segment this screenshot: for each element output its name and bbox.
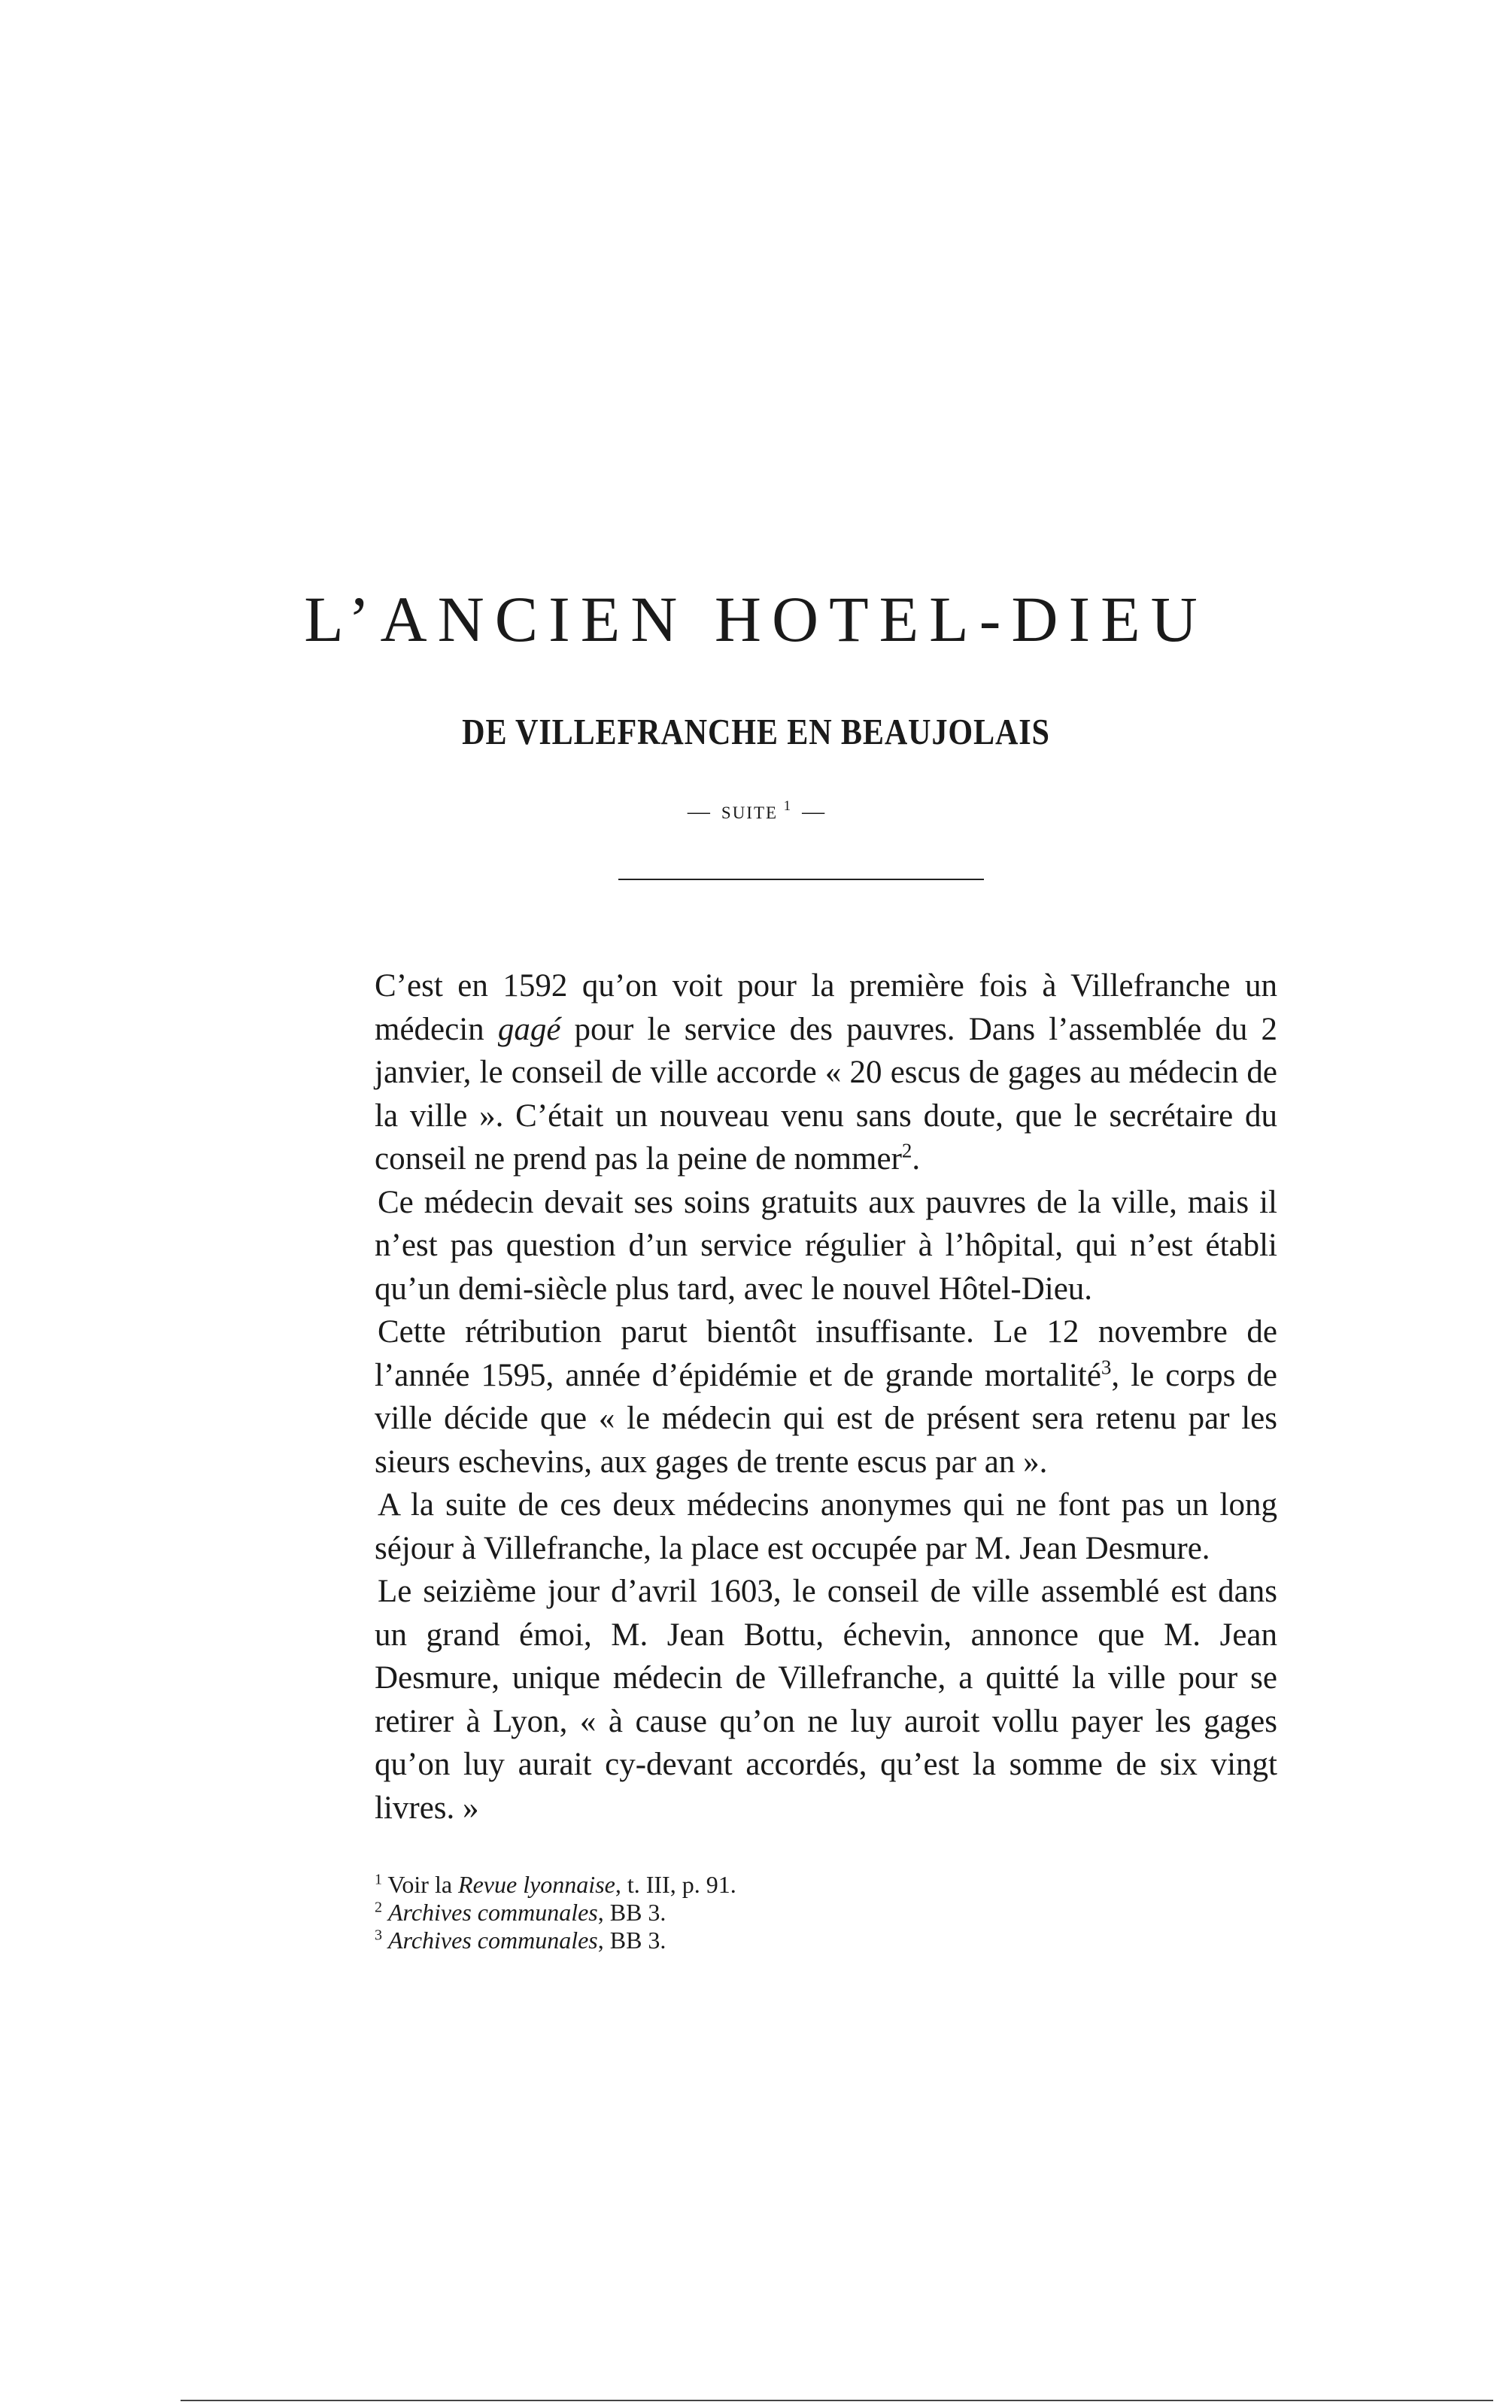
paragraph-1-text-c: . [912,1141,921,1177]
suite-text: SUITE [721,803,779,822]
paragraph-1-text-b: pour le service des pauvres. Dans l’assemblée du 2 janvier, le conseil de ville accorde « 20 escus de gages au médecin de la ville ». C’était un nouveau venu sans doute, que le secrétaire du conseil ne prend pas la peine de nommer [375,1011,1277,1177]
paragraph-3 [375,1310,1277,1483]
paragraph-3-text-b: , le corps de ville décide que « le médecin qui est de présent sera retenu par les sieurs eschevins, aux gages de trente escus par an ». [375,1357,1277,1480]
footnote-1-post: , t. III, p. 91. [615,1871,736,1898]
footnote-ref-2: 2 [901,1139,912,1162]
footnote-ref-3: 3 [1101,1356,1112,1379]
footnote-3-post: , BB 3. [597,1927,666,1954]
suite-footnote-ref: 1 [783,798,791,814]
paragraph-2: Ce médecin devait ses soins gratuits aux pauvres de la ville, mais il n’est pas question d’un service régulier à l’hôpital, qui n’est établi qu’un demi-siècle plus tard, avec le nouvel Hôtel-Dieu. [375,1184,1277,1307]
footnote-3 [375,1927,1277,1954]
suite-dash-left: — [687,799,710,824]
paragraph-3-text-a: Cette rétribution parut bientôt insuffisante. Le 12 novembre de l’année 1595, année d’épidémie et de grande mortalité [375,1314,1277,1393]
page-subtitle: DE VILLEFRANCHE EN BEAUJOLAIS [462,711,1050,752]
footnote-2-number: 2 [375,1899,382,1916]
paragraph-1-text-a: C’est en 1592 qu’on voit pour la première fois à Villefranche un médecin [375,968,1277,1047]
footnotes [375,1871,1277,1954]
page-bottom-rule [181,2400,1493,2401]
suite-dash-right: — [802,799,825,824]
footnote-2-post: , BB 3. [597,1899,666,1926]
footnote-1 [375,1871,1277,1899]
paragraph-1 [375,964,1277,1181]
body-text [375,964,1277,1830]
page-title: L’ANCIEN HOTEL-DIEU [304,583,1208,655]
footnote-2-italic: Archives communales [388,1899,598,1926]
title-divider [618,879,984,880]
footnote-3-number: 3 [375,1927,382,1944]
paragraph-1-italic: gagé [497,1011,561,1047]
footnote-3-italic: Archives communales [388,1927,598,1954]
suite-label [0,799,1512,823]
paragraph-4: A la suite de ces deux médecins anonymes qui ne font pas un long séjour à Villefranche, la place est occupée par M. Jean Desmure. [375,1487,1277,1566]
footnote-1-italic: Revue lyonnaise [458,1871,615,1898]
footnote-1-number: 1 [375,1871,382,1888]
paragraph-5: Le seizième jour d’avril 1603, le conseil de ville assemblé est dans un grand émoi, M. Jean Bottu, échevin, annonce que M. Jean Desmure, unique médecin de Villefranche, a quitté la ville pour se retirer à Lyon, « à cause qu’on ne luy auroit vollu payer les gages qu’on luy aurait cy-devant accordés, qu’est la somme de six vingt livres. » [375,1574,1277,1826]
footnote-2 [375,1899,1277,1927]
footnote-1-pre: Voir la [387,1871,459,1898]
